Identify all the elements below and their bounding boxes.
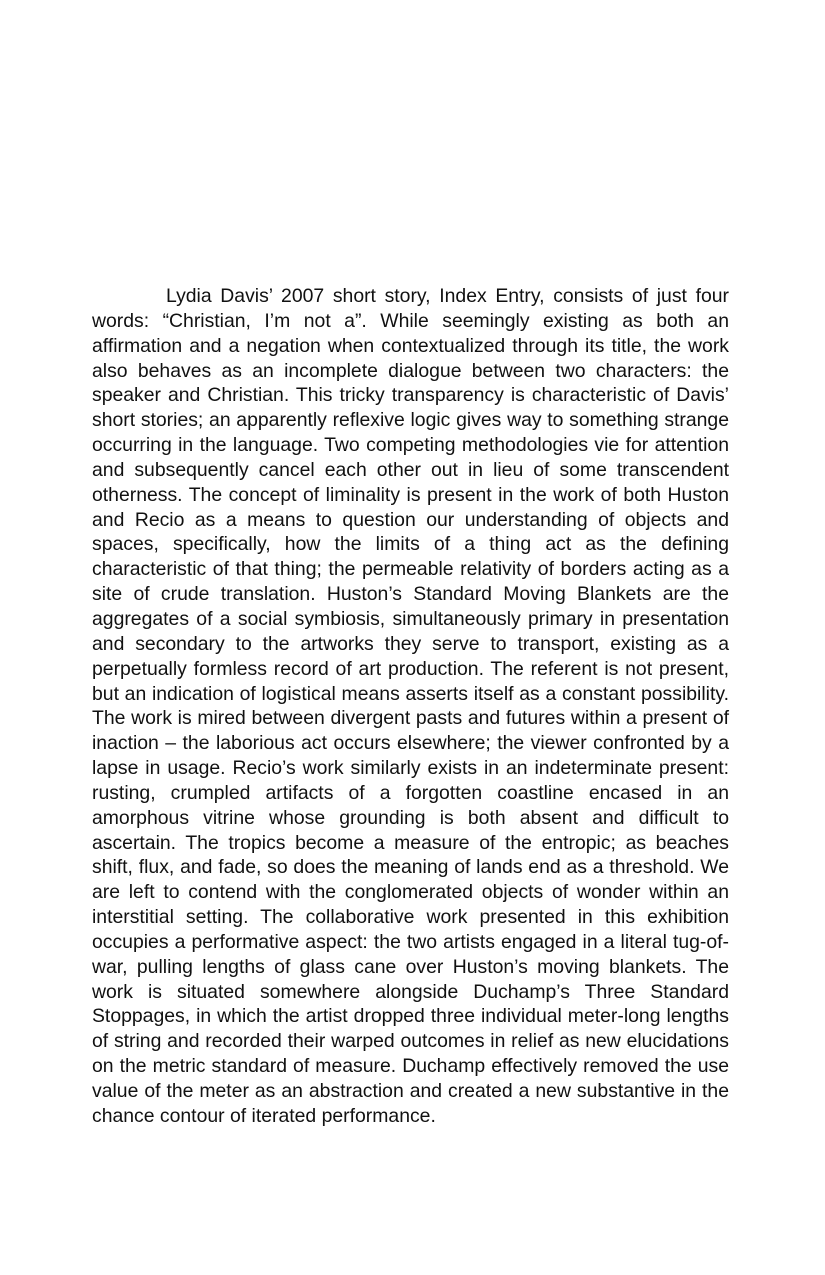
body-paragraph: Lydia Davis’ 2007 short story, Index Entry, consists of just four words: “Christian, I’m not a”. While seemingly existing as both an affirmation and a negation when contextualized through its title, the work also behaves as an incomplete dialogue between two characters: the speaker and Christian. This tricky transparency is characteristic of Davis’ short stories; an apparently reflexive logic gives way to something strange occurring in the language. Two competing methodologies vie for attention and subsequently cancel each other out in lieu of some transcendent otherness. The concept of liminality is present in the work of both Huston and Recio as a means to question our understanding of objects and spaces, specifically, how the limits of a thing act as the defining characteristic of that thing; the permeable relativity of borders acting as a site of crude translation. Huston’s Standard Moving Blankets are the aggregates of a social symbiosis, simultaneously primary in presentation and secondary to the artworks they serve to transport, existing as a perpetually formless record of art production. The referent is not present, but an indication of logistical means asserts itself as a constant possibility. The work is mired between divergent pasts and futures within a present of inaction – the laborious act occurs elsewhere; the viewer confronted by a lapse in usage. Recio’s work similarly exists in an indeterminate present: rusting, crumpled artifacts of a forgotten coastline encased in an amorphous vitrine whose grounding is both absent and difficult to ascertain. The tropics become a measure of the entropic; as beaches shift, flux, and fade, so does the meaning of lands end as a threshold. We are left to contend with the conglomerated objects of wonder within an interstitial setting. The collaborative work presented in this exhibition occupies a performative aspect: the two artists engaged in a literal tug-of-war, pulling lengths of glass cane over Huston’s moving blankets. The work is situated somewhere alongside Duchamp’s Three Standard Stoppages, in which the artist dropped three individual meter-long lengths of string and recorded their warped outcomes in relief as new elucidations on the metric standard of measure. Duchamp effectively removed the use value of the meter as an abstraction and created a new substantive in the chance contour of iterated performance. — [92, 285, 729, 1127]
